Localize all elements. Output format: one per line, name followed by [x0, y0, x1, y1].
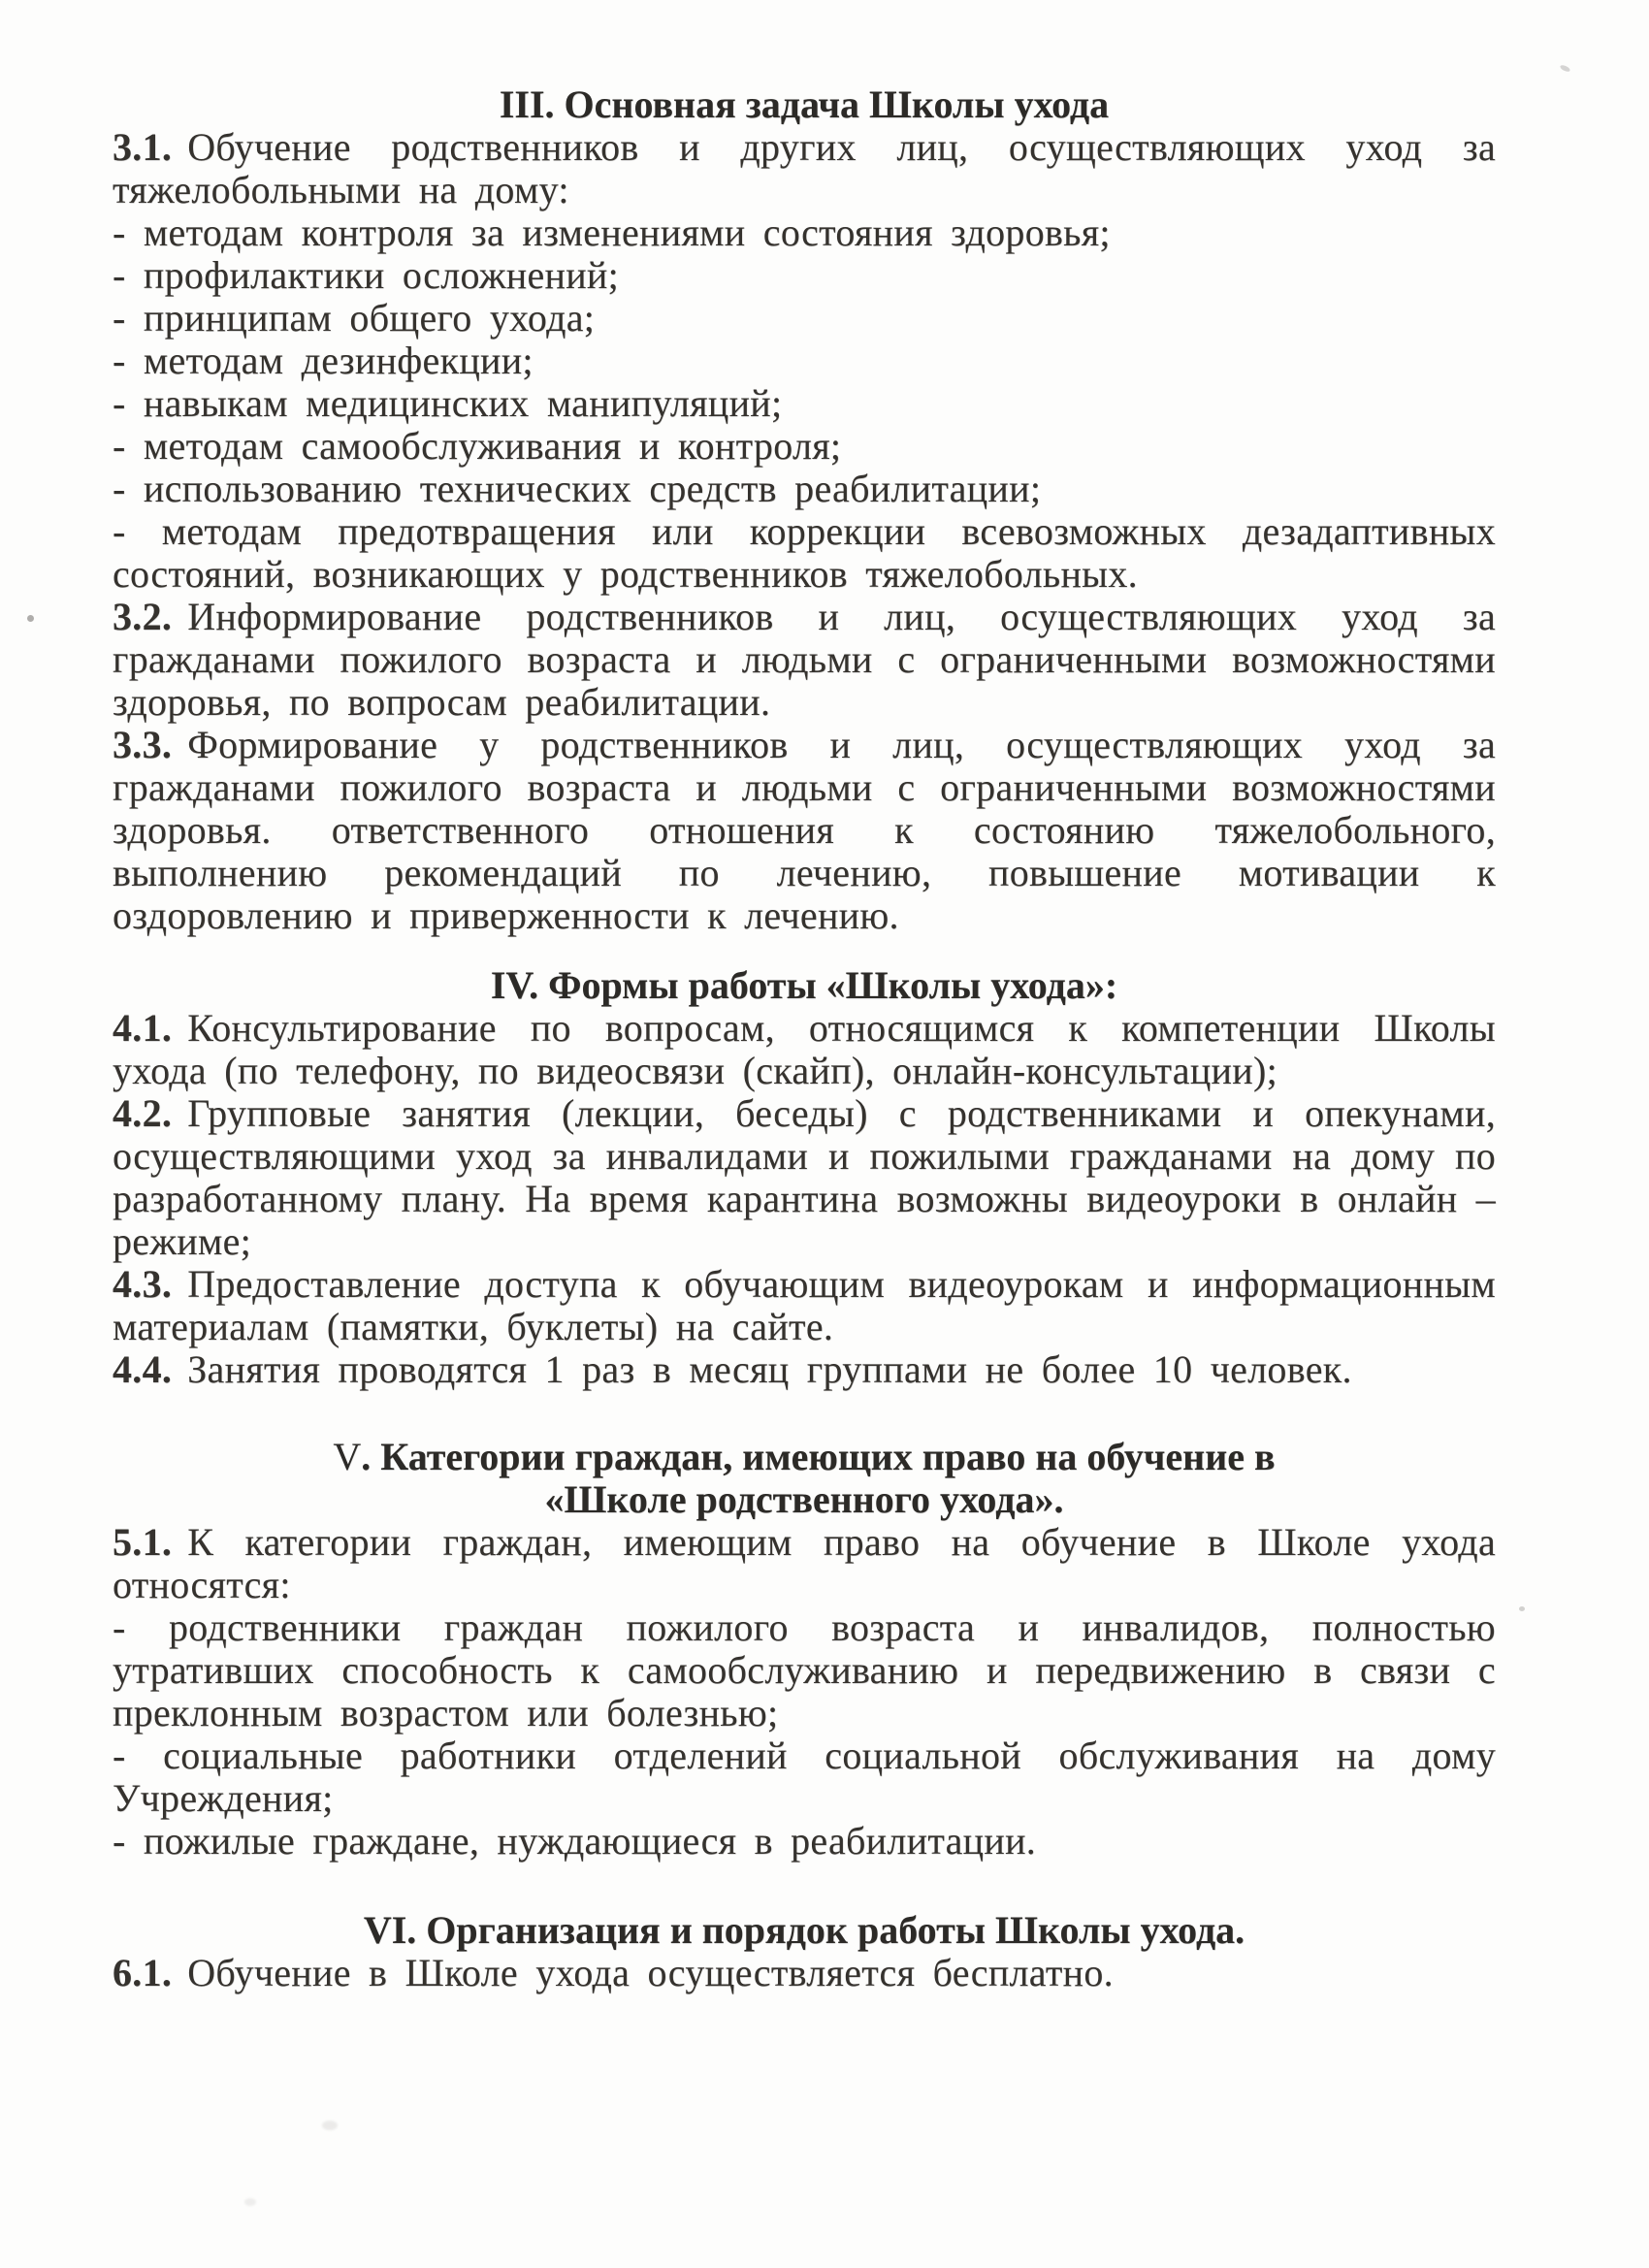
section-organization-heading: VI. Организация и порядок работы Школы ухода. — [363, 1908, 1245, 1952]
clause-text: - использованию технических средств реабилитации; — [113, 467, 1042, 510]
clause-number: 3.2. — [113, 595, 173, 638]
section-categories — [113, 1436, 1496, 1863]
heading-text: «Школе родственного ухода». — [544, 1477, 1064, 1521]
clause-text: - методам предотвращения или коррекции всевозможных дезадаптивных состояний, возникающих у родственников тяжелобольных. — [113, 509, 1496, 596]
section-categories-heading — [113, 1436, 1496, 1521]
clause-number: 3.1. — [113, 125, 173, 169]
clause-text: Предоставление доступа к обучающим видеоурокам и информационным материалам (памятки, буклеты) на сайте. — [113, 1262, 1496, 1348]
clause-number: 4.3. — [113, 1262, 173, 1306]
clause-4-4 — [113, 1348, 1496, 1391]
clause-4-1 — [113, 1007, 1496, 1092]
clause-6-1 — [113, 1952, 1496, 1994]
clause-number: 5.1. — [113, 1520, 173, 1564]
section-main-task-heading: III. Основная задача Школы ухода — [499, 82, 1110, 126]
clause-number: 4.2. — [113, 1091, 173, 1135]
list-item — [113, 297, 1496, 340]
clause-3-3 — [113, 724, 1496, 937]
clause-text: - принципам общего ухода; — [113, 296, 596, 340]
list-item — [113, 382, 1496, 425]
clause-3-1 — [113, 126, 1496, 211]
scan-speck — [244, 2198, 256, 2206]
clause-text: - профилактики осложнений; — [113, 253, 620, 297]
clause-text: Обучение родственников и других лиц, осуществляющих уход за тяжелобольными на дому: — [113, 125, 1496, 211]
clause-text: Консультирование по вопросам, относящимся к компетенции Школы ухода (по телефону, по видеосвязи (скайп), онлайн-консультации); — [113, 1006, 1496, 1092]
section-work-forms — [113, 964, 1496, 1391]
heading-roman-numeral: V — [333, 1435, 362, 1478]
scan-speck — [322, 2121, 338, 2130]
clause-text: - методам дезинфекции; — [113, 339, 534, 382]
clause-number: 4.4. — [113, 1347, 173, 1391]
clause-text: - методам контроля за изменениями состояния здоровья; — [113, 211, 1111, 254]
clause-5-1 — [113, 1521, 1496, 1606]
clause-number: 3.3. — [113, 723, 173, 766]
clause-text: Обучение в Школе ухода осуществляется бесплатно. — [187, 1951, 1114, 1994]
heading-line — [113, 1436, 1496, 1478]
list-item — [113, 510, 1496, 596]
list-item — [113, 340, 1496, 382]
list-item — [113, 254, 1496, 297]
clause-text: К категории граждан, имеющим право на обучение в Школе ухода относятся: — [113, 1520, 1496, 1606]
clause-4-2 — [113, 1092, 1496, 1263]
clause-text: - навыкам медицинских манипуляций; — [113, 381, 783, 425]
clause-number: 4.1. — [113, 1006, 173, 1050]
heading-line — [113, 1478, 1496, 1521]
list-item — [113, 468, 1496, 510]
clause-text: Формирование у родственников и лиц, осуществляющих уход за гражданами пожилого возраста и людьми с ограниченными возможностями здоровья. ответственного отношения к состоянию тяжелобольного, выполнению рекомендаций по лечению, повышение мотивации к оздоровлению и приверженности к лечению. — [113, 723, 1496, 937]
section-work-forms-heading: IV. Формы работы «Школы ухода»: — [490, 963, 1118, 1007]
heading-text: . Категории граждан, имеющих право на обучение в — [361, 1435, 1276, 1478]
list-item — [113, 1820, 1496, 1863]
list-item — [113, 211, 1496, 254]
clause-text: - социальные работники отделений социальной обслуживания на дому Учреждения; — [113, 1733, 1496, 1820]
clause-3-2 — [113, 596, 1496, 724]
scan-speck — [1559, 64, 1570, 73]
clause-text: Занятия проводятся 1 раз в месяц группами не более 10 человек. — [187, 1347, 1352, 1391]
list-item — [113, 1606, 1496, 1734]
scan-speck — [1519, 1606, 1525, 1611]
clause-text: - родственники граждан пожилого возраста и инвалидов, полностью утративших способность к самообслуживанию и передвижению в связи с преклонным возрастом или болезнью; — [113, 1605, 1496, 1734]
scan-speck — [27, 615, 34, 622]
clause-4-3 — [113, 1263, 1496, 1348]
clause-text: - методам самообслуживания и контроля; — [113, 424, 842, 468]
clause-text: - пожилые граждане, нуждающиеся в реабилитации. — [113, 1819, 1037, 1863]
list-item — [113, 425, 1496, 468]
list-item — [113, 1734, 1496, 1820]
section-organization — [113, 1909, 1496, 1994]
clause-number: 6.1. — [113, 1951, 173, 1994]
clause-text: Групповые занятия (лекции, беседы) с родственниками и опекунами, осуществляющими уход за инвалидами и пожилыми гражданами на дому по разработанному плану. На время карантина возможны видеоуроки в онлайн – режиме; — [113, 1091, 1496, 1263]
clause-text: Информирование родственников и лиц, осуществляющих уход за гражданами пожилого возраста и людьми с ограниченными возможностями здоровья, по вопросам реабилитации. — [113, 595, 1496, 724]
section-main-task — [113, 83, 1496, 937]
